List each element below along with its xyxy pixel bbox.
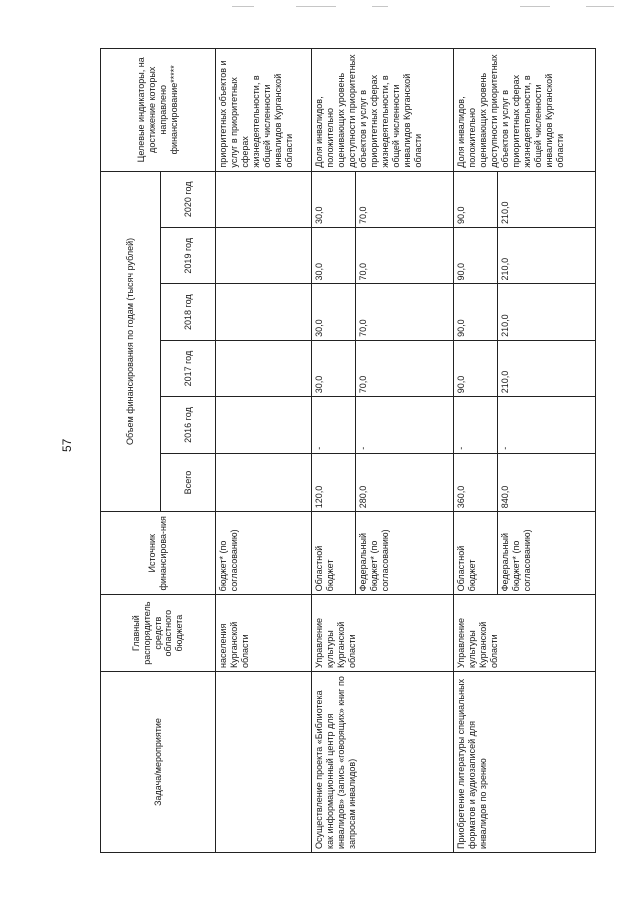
source-cell: бюджет* (по согласованию) xyxy=(216,512,312,595)
year-cell: 70,0 xyxy=(356,284,454,340)
rotated-page xyxy=(100,48,610,853)
year-2019-header: 2019 год xyxy=(161,228,216,284)
year-2020-header: 2020 год xyxy=(161,171,216,227)
year-cell xyxy=(216,340,312,396)
year-cell: 30,0 xyxy=(312,171,356,227)
total-cell xyxy=(216,453,312,512)
source-cell: Областной бюджет xyxy=(312,512,356,595)
year-cell: 30,0 xyxy=(312,340,356,396)
distributor-header: Главный распорядитель средств областного бюджета xyxy=(101,595,216,672)
task-header: Задача/мероприятие xyxy=(101,671,216,852)
total-cell: 280,0 xyxy=(356,453,454,512)
year-cell: 70,0 xyxy=(356,228,454,284)
funding-table xyxy=(100,48,596,853)
year-cell xyxy=(216,171,312,227)
year-cell xyxy=(216,284,312,340)
year-2018-header: 2018 год xyxy=(161,284,216,340)
year-cell: - xyxy=(498,397,596,453)
indicators-cell: приоритетных объектов и услуг в приоритетных сферах жизнедеятельности, в общей численности инвалидов Курганской области xyxy=(216,49,312,172)
distributor-cell: Управление культуры Курганской области xyxy=(312,595,454,672)
scan-mark xyxy=(232,6,254,7)
source-cell: Федеральный бюджет* (по согласованию) xyxy=(498,512,596,595)
indicators-header: Целевые индикаторы, на достижение которых направлено финансирование***** xyxy=(101,49,216,172)
year-cell: 210,0 xyxy=(498,284,596,340)
task-cell: Осуществление проекта «Библиотека как информационный центр для инвалидов» (запись «говорящих» книг по запросам инвалидов) xyxy=(312,671,454,852)
scan-mark xyxy=(372,6,388,7)
scan-mark xyxy=(520,6,550,7)
total-header: Всего xyxy=(161,453,216,512)
year-cell: - xyxy=(356,397,454,453)
year-cell: 90,0 xyxy=(454,228,498,284)
year-cell: 90,0 xyxy=(454,171,498,227)
year-cell: - xyxy=(312,397,356,453)
scan-mark xyxy=(296,6,336,7)
year-cell: - xyxy=(454,397,498,453)
source-cell: Областной бюджет xyxy=(454,512,498,595)
year-2017-header: 2017 год xyxy=(161,340,216,396)
year-cell: 210,0 xyxy=(498,340,596,396)
year-cell: 70,0 xyxy=(356,340,454,396)
indicators-cell: Доля инвалидов, положительно оценивающих уровень доступности приоритетных объектов и услуг в приоритетных сферах жизнедеятельности, в общей численности инвалидов Курганской области xyxy=(454,49,596,172)
table-row xyxy=(216,49,312,853)
source-header: Источник финансирова-ния xyxy=(101,512,216,595)
source-cell: Федеральный бюджет* (по согласованию) xyxy=(356,512,454,595)
total-cell: 120,0 xyxy=(312,453,356,512)
task-cell: Приобретение литературы специальных форматов и аудиозаписей для инвалидов по зрению xyxy=(454,671,596,852)
funding-group-header: Объем финансирования по годам (тысяч рублей) xyxy=(101,171,161,512)
distributor-cell: населения Курганской области xyxy=(216,595,312,672)
year-cell: 30,0 xyxy=(312,284,356,340)
year-cell xyxy=(216,228,312,284)
header-row xyxy=(101,49,161,853)
distributor-cell: Управление культуры Курганской области xyxy=(454,595,596,672)
page-number: 57 xyxy=(60,438,74,452)
year-cell: 210,0 xyxy=(498,228,596,284)
year-cell: 210,0 xyxy=(498,171,596,227)
year-cell: 90,0 xyxy=(454,340,498,396)
year-cell: 90,0 xyxy=(454,284,498,340)
indicators-cell: Доля инвалидов, положительно оценивающих уровень доступности приоритетных объектов и услуг в приоритетных сферах жизнедеятельности, в общей численности инвалидов Курганской области xyxy=(312,49,454,172)
scan-mark xyxy=(586,6,614,7)
year-cell xyxy=(216,397,312,453)
table-row xyxy=(312,49,356,853)
year-cell: 30,0 xyxy=(312,228,356,284)
task-cell xyxy=(216,671,312,852)
table-row xyxy=(454,49,498,853)
total-cell: 840,0 xyxy=(498,453,596,512)
year-cell: 70,0 xyxy=(356,171,454,227)
year-2016-header: 2016 год xyxy=(161,397,216,453)
total-cell: 360,0 xyxy=(454,453,498,512)
